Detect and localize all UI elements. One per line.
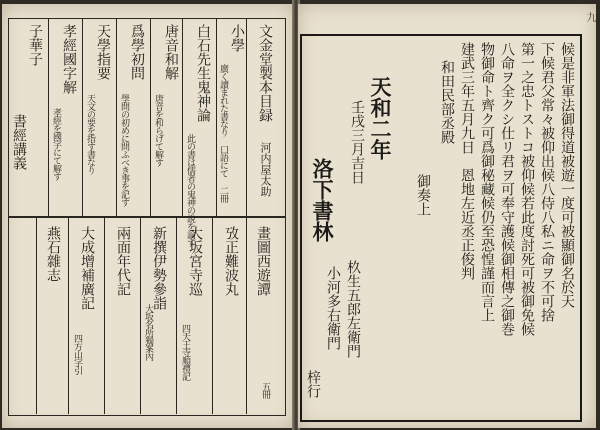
publisher-name-2: 小河多右衛門 xyxy=(325,266,341,350)
colophon-date: 壬戌三月吉日 xyxy=(349,100,365,184)
publisher-city: 洛下書林 xyxy=(310,158,335,242)
text-column-3: 八命ヲ全クシ仕リ君ヲ可奉守護候御相傳之御巻 xyxy=(499,42,515,336)
text-column-5: 建武三年五月九日 恩地左近丞正俊判 xyxy=(459,42,475,280)
catalog-bottom-title-1: 攷正難波丸 xyxy=(223,226,239,296)
text-column-2: 第一之忠トストコ被仰候若此度討死可被御免候 xyxy=(519,42,535,336)
catalog-desc-0: 廣く讀まれた書なり 口語にて 二冊 xyxy=(218,64,228,202)
text-column-4: 物御命ト齊ク可爲御秘藏候仍至恐惶謹而言上 xyxy=(479,42,495,322)
catalog-bottom-title-2: 大坂宮寺巡 xyxy=(187,226,203,296)
catalog-title-4: 天學指要 xyxy=(95,24,111,80)
catalog-bottom-title-6: 燕石雜志 xyxy=(45,226,61,282)
publisher-name-1: 杦生五郎左衛門 xyxy=(345,260,361,358)
catalog-bottom-title-5: 大成增補廣記 xyxy=(79,226,95,310)
catalog-divider xyxy=(8,216,286,218)
text-column-0: 候是非軍法御得道被遊一度可被顯御名於天 xyxy=(559,42,575,308)
catalog-title-7: 書經講義 xyxy=(11,114,27,170)
catalog-publisher: 河内屋太助 xyxy=(259,142,272,197)
catalog-title-1: 白石先生鬼神論 xyxy=(195,24,211,122)
catalog-bottom-extra-2: 四方山字引 xyxy=(72,334,82,374)
catalog-title-6: 子華子 xyxy=(27,24,43,66)
catalog-desc-2: 唐音を和らげて解す xyxy=(153,94,163,166)
text-column-7: 御奏上 xyxy=(415,174,431,216)
catalog-title-0: 小學 xyxy=(229,24,245,52)
catalog-bottom-title-3: 新撰伊勢參詣 xyxy=(151,226,167,310)
catalog-header: 文金堂製本目録 xyxy=(257,24,273,122)
right-page-colophon xyxy=(298,4,596,428)
catalog-desc-4: 天文の要を指す書なり xyxy=(85,94,95,174)
text-column-6: 和田民部丞殿 xyxy=(439,60,455,144)
catalog-desc-3: 學問の初めに問ふべき事を記す xyxy=(119,94,129,206)
catalog-desc-5: 孝經を國字にて解す xyxy=(51,108,61,180)
catalog-desc-1: 此の書は儒者の鬼神の說を論ず xyxy=(185,134,195,246)
catalog-bottom-title-4: 兩面年代記 xyxy=(115,226,131,296)
text-column-1: 下候君父常々被仰出候八侍八私ニ命ヲ不可捨 xyxy=(539,42,555,322)
catalog-bottom-note-0: 五冊 xyxy=(260,382,270,398)
catalog-bottom-extra-0: 四天王寺順禮記 xyxy=(180,324,190,380)
catalog-title-5: 孝經國字解 xyxy=(61,24,77,94)
catalog-title-2: 唐音和解 xyxy=(163,24,179,80)
colophon-era: 天和二年 xyxy=(368,76,393,160)
catalog-bottom-extra-1: 大坂名所獨案內 xyxy=(143,304,153,360)
page-edge-label: 九 xyxy=(584,12,595,22)
publisher-suffix: 梓行 xyxy=(305,370,321,398)
catalog-bottom-title-0: 畫圖西遊譚 xyxy=(255,226,271,296)
left-page-catalog xyxy=(2,4,294,428)
catalog-title-3: 爲學初問 xyxy=(129,24,145,80)
